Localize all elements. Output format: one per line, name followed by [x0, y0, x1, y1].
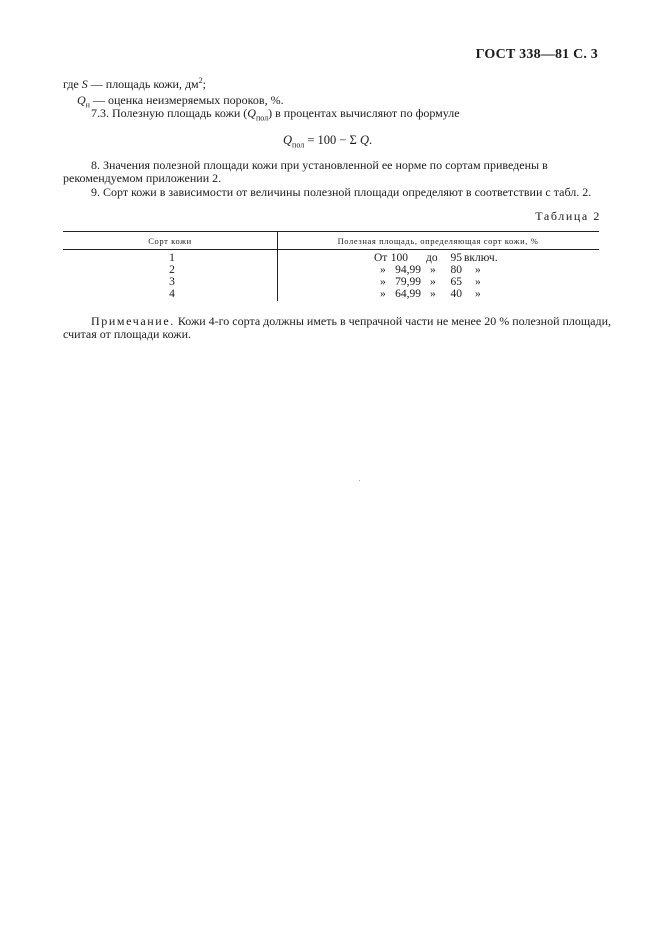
formula-middle: = 100 − Σ	[304, 133, 360, 147]
table-cell-to-label: »	[430, 264, 436, 276]
table-cell-to: 65	[450, 276, 462, 288]
definition-s-end: ;	[202, 77, 206, 91]
formula	[283, 133, 372, 148]
table-cell-from-label: »	[380, 288, 386, 300]
formula-end: .	[368, 133, 373, 147]
table-cell-to-label: »	[430, 288, 436, 300]
table-cell-to-label: »	[430, 276, 436, 288]
table-cell-grade: 2	[169, 264, 175, 276]
table-cell-to: 95	[450, 252, 462, 264]
table-cell-grade: 4	[169, 288, 175, 300]
definition-q	[77, 93, 284, 110]
scan-speck	[359, 480, 360, 481]
table-cell-from-label: От	[374, 252, 388, 264]
paragraph-7-3	[91, 106, 460, 123]
table-cell-suffix: »	[475, 264, 481, 276]
paragraph-7-3-after: ) в процентах вычисляют по формуле	[268, 106, 460, 120]
table-caption: Таблица 2	[535, 209, 601, 223]
table-cell-suffix: включ.	[464, 252, 498, 264]
definition-s	[63, 77, 206, 91]
table-cell-from-label: »	[380, 276, 386, 288]
symbol-s: S	[81, 77, 88, 91]
table-cell-suffix: »	[475, 276, 481, 288]
paragraph-7-3-before: 7.3. Полезную площадь кожи (	[91, 106, 248, 120]
paragraph-9: 9. Сорт кожи в зависимости от величины полезной площади определяют в соответствии с табл. 2.	[91, 185, 592, 199]
paragraph-8-line2: рекомендуемом приложении 2.	[63, 171, 222, 185]
where-lead: где	[63, 77, 79, 91]
symbol-q-pol-subscript: пол	[255, 113, 269, 123]
symbol-q-subscript: н	[85, 100, 90, 110]
table-header-area: Полезная площадь, определяющая сорт кожи, %	[337, 236, 539, 246]
table-cell-from: 94,99	[395, 264, 421, 276]
symbol-q: Q	[77, 93, 86, 107]
unit-superscript: 2	[198, 76, 203, 85]
table-header-grade: Сорт кожи	[148, 236, 192, 246]
symbol-q-pol: Q	[247, 106, 256, 120]
table-cell-to: 40	[450, 288, 462, 300]
table-cell-from: 100	[390, 252, 408, 264]
definition-s-text: — площадь кожи, дм	[87, 77, 199, 91]
table-header-rule	[63, 249, 599, 250]
table-cell-from-label: »	[380, 264, 386, 276]
note-text: Кожи 4-го сорта должны иметь в чепрачной части не менее 20 % полезной площади,	[174, 314, 612, 328]
table-cell-from: 79,99	[395, 276, 421, 288]
table-cell-suffix: »	[475, 288, 481, 300]
page-header: ГОСТ 338—81 С. 3	[475, 47, 598, 62]
formula-rhs: Q	[359, 133, 369, 147]
note-label: Примечание.	[91, 314, 175, 328]
formula-lhs: Q	[283, 133, 293, 147]
note-line1	[91, 314, 611, 328]
formula-lhs-subscript: пол	[292, 140, 305, 150]
table-cell-grade: 3	[169, 276, 175, 288]
table-cell-to-label: до	[426, 252, 438, 264]
table-cell-from: 64,99	[395, 288, 421, 300]
definition-q-text: — оценка неизмеряемых пороков, %.	[89, 93, 284, 107]
table-cell-grade: 1	[169, 252, 175, 264]
table-cell-to: 80	[450, 264, 462, 276]
paragraph-8-line1: 8. Значения полезной площади кожи при установленной ее норме по сортам приведены в	[91, 158, 548, 172]
note-line2: считая от площади кожи.	[63, 327, 192, 341]
table-top-rule	[63, 231, 599, 232]
